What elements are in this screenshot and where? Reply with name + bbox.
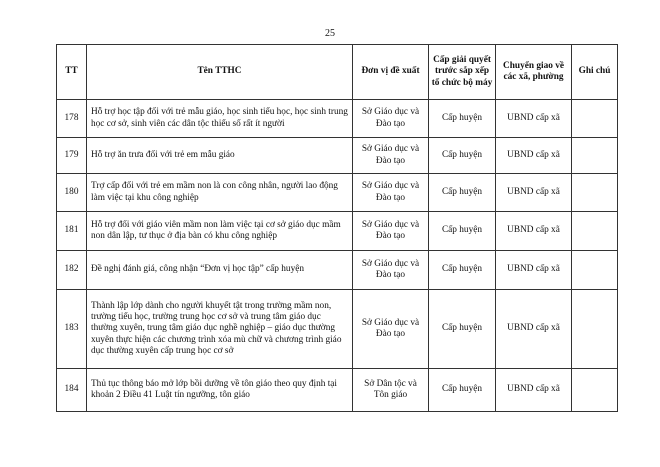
cell-name: Hỗ trợ đối với giáo viên mầm non làm việc tại cơ sở giáo dục mầm non dân lập, tư thục ở địa bàn có khu công nghiệp <box>87 212 353 251</box>
cell-note <box>572 212 618 251</box>
cell-level: Cấp huyện <box>429 100 496 138</box>
table-row <box>57 174 618 212</box>
cell-unit: Sở Giáo dục và Đào tạo <box>353 290 429 369</box>
page-number: 25 <box>325 28 335 39</box>
cell-note <box>572 251 618 290</box>
cell-tt: 178 <box>57 100 87 138</box>
cell-name: Trợ cấp đối với trẻ em mầm non là con công nhân, người lao động làm việc tại khu công nghiệp <box>87 174 353 212</box>
cell-level: Cấp huyện <box>429 369 496 412</box>
procedures-table <box>56 44 618 412</box>
cell-level: Cấp huyện <box>429 138 496 174</box>
cell-tt: 179 <box>57 138 87 174</box>
table-row <box>57 100 618 138</box>
cell-name: Hỗ trợ học tập đối với trẻ mẫu giáo, học sinh tiểu học, học sinh trung học cơ sở, sinh viên các dân tộc thiểu số rất ít người <box>87 100 353 138</box>
cell-tt: 182 <box>57 251 87 290</box>
cell-unit: Sở Dân tộc và Tôn giáo <box>353 369 429 412</box>
cell-unit: Sở Giáo dục và Đào tạo <box>353 100 429 138</box>
cell-tt: 181 <box>57 212 87 251</box>
header-tt: TT <box>57 45 87 100</box>
cell-transfer: UBND cấp xã <box>496 369 572 412</box>
header-level: Cấp giải quyết trước sắp xếp tổ chức bộ máy <box>429 45 496 100</box>
cell-transfer: UBND cấp xã <box>496 100 572 138</box>
cell-transfer: UBND cấp xã <box>496 174 572 212</box>
cell-name: Hỗ trợ ăn trưa đối với trẻ em mẫu giáo <box>87 138 353 174</box>
header-transfer: Chuyển giao về các xã, phường <box>496 45 572 100</box>
cell-name: Thành lập lớp dành cho người khuyết tật trong trường mầm non, trường tiểu học, trường trung học cơ sở và trung tâm giáo dục thường xuyên, trung tâm giáo dục nghề nghiệp – giáo dục thường xuyên thực hiện các chương trình xóa mù chữ và chương trình giáo dục thường xuyên cấp trung học cơ sở <box>87 290 353 369</box>
cell-transfer: UBND cấp xã <box>496 138 572 174</box>
cell-note <box>572 138 618 174</box>
header-note: Ghi chú <box>572 45 618 100</box>
cell-transfer: UBND cấp xã <box>496 251 572 290</box>
cell-note <box>572 174 618 212</box>
cell-level: Cấp huyện <box>429 290 496 369</box>
cell-level: Cấp huyện <box>429 251 496 290</box>
cell-level: Cấp huyện <box>429 174 496 212</box>
cell-transfer: UBND cấp xã <box>496 212 572 251</box>
table-row <box>57 212 618 251</box>
cell-name: Thủ tục thông báo mở lớp bồi dưỡng về tôn giáo theo quy định tại khoản 2 Điều 41 Luật tín ngưỡng, tôn giáo <box>87 369 353 412</box>
table-row <box>57 138 618 174</box>
cell-level: Cấp huyện <box>429 212 496 251</box>
cell-transfer: UBND cấp xã <box>496 290 572 369</box>
table-row <box>57 251 618 290</box>
cell-unit: Sở Giáo dục và Đào tạo <box>353 251 429 290</box>
table-row <box>57 290 618 369</box>
cell-note <box>572 369 618 412</box>
table-row <box>57 369 618 412</box>
cell-note <box>572 290 618 369</box>
cell-tt: 183 <box>57 290 87 369</box>
cell-unit: Sở Giáo dục và Đào tạo <box>353 138 429 174</box>
cell-note <box>572 100 618 138</box>
cell-unit: Sở Giáo dục và Đào tạo <box>353 212 429 251</box>
cell-tt: 180 <box>57 174 87 212</box>
header-unit: Đơn vị đề xuất <box>353 45 429 100</box>
table-header-row <box>57 45 618 100</box>
header-name: Tên TTHC <box>87 45 353 100</box>
cell-unit: Sở Giáo dục và Đào tạo <box>353 174 429 212</box>
cell-tt: 184 <box>57 369 87 412</box>
cell-name: Đề nghị đánh giá, công nhận “Đơn vị học tập” cấp huyện <box>87 251 353 290</box>
